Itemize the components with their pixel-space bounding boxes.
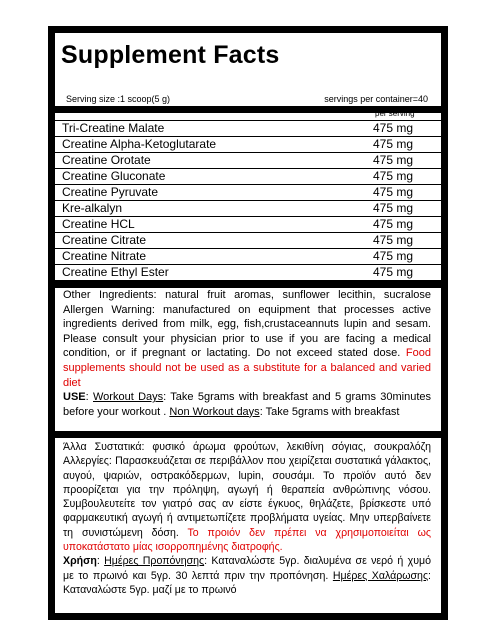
servings-per-container: servings per container=40 xyxy=(324,94,428,104)
ingredient-name: Creatine HCL xyxy=(62,217,135,231)
greek-nonworkout-text: : Καταναλώστε 5γρ. μαζί με το πρωινό xyxy=(63,569,431,596)
english-nonworkout-label: Non Workout days xyxy=(169,405,260,418)
greek-use-colon: : xyxy=(96,555,105,568)
english-warning: Food supplements should not be used as a substitute for a balanced and varied diet xyxy=(63,347,431,389)
ingredient-amount: 475 mg xyxy=(373,153,414,167)
thick-divider-middle xyxy=(55,281,441,288)
english-workout-text: : Take 5grams with breakfast and 5 grams 30minutes before your workout . xyxy=(63,391,432,418)
ingredient-amount: 475 mg xyxy=(373,185,414,199)
ingredient-row xyxy=(55,249,441,265)
ingredient-amount: 475 mg xyxy=(373,169,414,183)
ingredient-table xyxy=(55,120,441,281)
english-notes xyxy=(63,288,431,419)
greek-use-label: Χρήση xyxy=(63,555,97,568)
ingredient-name: Creatine Ethyl Ester xyxy=(62,265,169,279)
ingredient-row xyxy=(55,169,441,185)
ingredient-name: Tri-Creatine Malate xyxy=(62,121,165,135)
greek-notes xyxy=(63,440,431,597)
panel-title: Supplement Facts xyxy=(61,41,280,69)
serving-size: Serving size :1 scoop(5 g) xyxy=(66,94,171,104)
ingredient-name: Kre-alkalyn xyxy=(62,201,123,215)
supplement-facts-panel xyxy=(48,26,448,620)
english-nonworkout-text: : Take 5grams with breakfast xyxy=(259,405,400,418)
english-use-colon: : xyxy=(85,391,93,404)
ingredient-amount: 475 mg xyxy=(373,121,414,135)
english-workout-label: Workout Days xyxy=(93,391,164,404)
ingredient-row xyxy=(55,137,441,153)
ingredient-row xyxy=(55,121,441,137)
greek-warning: Το προιόν δεν πρέπει να χρησιμοποιείται ως υποκατάστατο μίας ισορροπημένης διατροφής. xyxy=(63,526,431,554)
english-main-text: Other Ingredients: natural fruit aromas, sunflower lecithin, sucralose Allergen Warning: manufactured on equipment that processes active ingredients derived from milk, egg, fish,crustaceannuts lupin and sesam. Please consult your physician prior to use if you are facing a medical condition, or if pregnant or lactating. Do not exceed stated dose. xyxy=(63,289,431,360)
ingredient-row xyxy=(55,153,441,169)
ingredient-row xyxy=(55,217,441,233)
ingredient-row xyxy=(55,201,441,217)
ingredient-name: Creatine Citrate xyxy=(62,233,147,247)
ingredient-name: Creatine Orotate xyxy=(62,153,151,167)
ingredient-name: Creatine Alpha-Ketoglutarate xyxy=(62,137,217,151)
per-serving-header: per serving xyxy=(375,109,415,118)
ingredient-amount: 475 mg xyxy=(373,233,414,247)
ingredient-name: Creatine Gluconate xyxy=(62,169,166,183)
ingredient-name: Creatine Pyruvate xyxy=(62,185,159,199)
ingredient-row xyxy=(55,265,441,281)
thick-divider-bottom xyxy=(55,431,441,438)
greek-workout-text: : Καταναλώστε 5γρ. διαλυμένα σε νερό ή χυμό με το πρωινό και 5γρ. 30 λεπτά πριν την προπόνηση. xyxy=(63,555,431,582)
greek-workout-label: Ημέρες Προπόνησης xyxy=(104,555,205,568)
ingredient-amount: 475 mg xyxy=(373,217,414,231)
ingredient-amount: 475 mg xyxy=(373,137,414,151)
english-use-label: USE xyxy=(63,391,86,404)
ingredient-row xyxy=(55,185,441,201)
greek-nonworkout-label: Ημέρες Χαλάρωσης xyxy=(332,569,429,582)
ingredient-amount: 475 mg xyxy=(373,201,414,215)
greek-main-text: Άλλα Συστατικά: φυσικό άρωμα φρούτων, λεκιθίνη σόγιας, σουκραλόζη Αλλεργίες: Παρασκευάζεται σε περιβάλλον που χειρίζεται συστατικά γάλακτος, αυγού, ψαριών, οστρακόδερμων, lupin, σουσάμι. Το προϊόν αυτό δεν προορίζεται για την πρόληψη, αγωγή ή θεραπεία ανθρώπινης νόσου. Συμβουλευτείτε τον γιατρό σας αν είστε έγκυος, θηλάζετε, βρίσκεστε υπό φαρμακευτική αγωγή ή αντιμετωπίζετε προβλήματα υγείας. Μην υπερβαίνετε τη συνιστώμενη δόση. xyxy=(63,441,431,539)
ingredient-row xyxy=(55,233,441,249)
ingredient-name: Creatine Nitrate xyxy=(62,249,147,263)
ingredient-amount: 475 mg xyxy=(373,249,414,263)
ingredient-amount: 475 mg xyxy=(373,265,414,279)
